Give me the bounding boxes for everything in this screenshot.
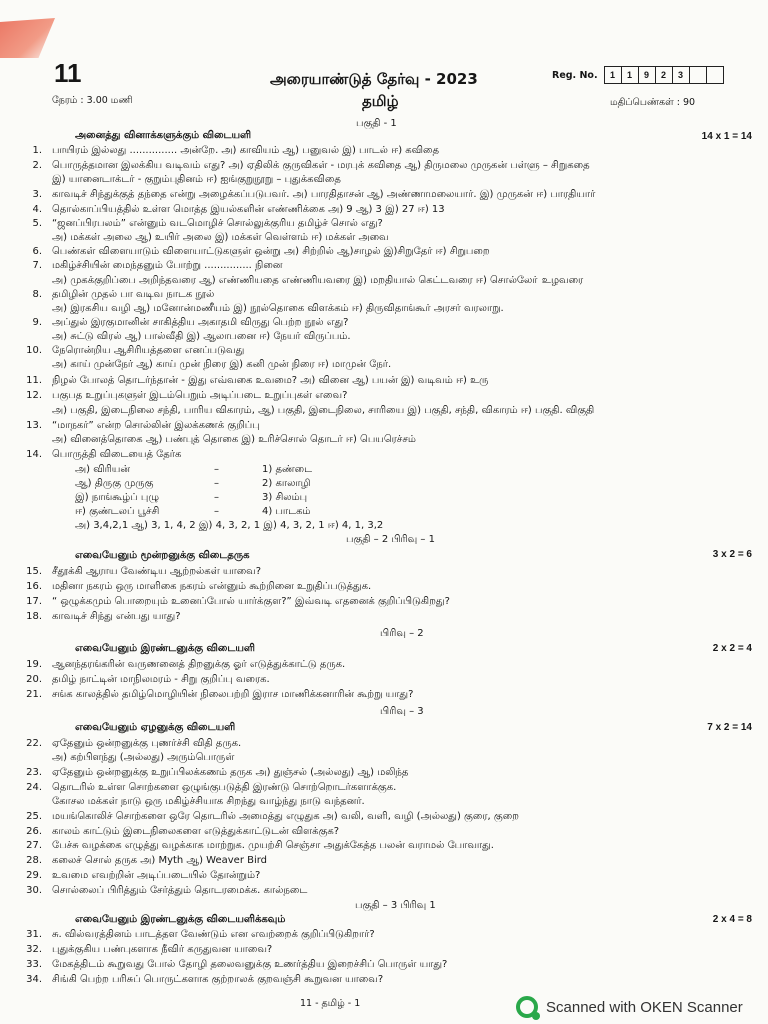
- reg-digit: [707, 67, 723, 83]
- question-text: பேச்சு வழக்கை எழுத்து வழக்காக மாற்றுக. முயற்சி செஞ்சா அதுக்கேத்த பலன் வராமல் போவாது.: [52, 840, 494, 851]
- question-number: 10.: [26, 345, 42, 356]
- question-number: 24.: [26, 782, 42, 793]
- exam-time: நேரம் : 3.00 மணி: [52, 95, 133, 106]
- reg-digit: 9: [639, 67, 656, 83]
- page-footer: 11 - தமிழ் - 1: [300, 998, 361, 1009]
- scanner-watermark: [516, 996, 743, 1018]
- match-right: 2) காலாழி: [262, 478, 311, 489]
- question-text: அ) காய் முன்நேர் ஆ) காய் முன் நிரை இ) கனி முன் நிரை ஈ) மாமுன் நேர்.: [52, 359, 392, 370]
- section-instruction: எவையேனும் ஏழனுக்கு விடையளி: [75, 722, 236, 733]
- question-number: 33.: [26, 959, 42, 970]
- question-text: சிங்கி பெற்ற பரிசுப் பொருட்களாக குற்றாலக் குறவஞ்சி கூறுவன யாவை?: [52, 974, 384, 985]
- question-text: மயங்கொலிச் சொற்களை ஒரே தொடரில் அமைத்து எழுதுக அ) வலி, வளி, வழி (அல்லது) குரை, குறை: [52, 811, 519, 822]
- match-left: ஈ) குண்டலப் பூச்சி: [75, 506, 160, 517]
- question-number: 32.: [26, 944, 42, 955]
- question-text: சங்க காலத்தில் தமிழ்மொழியின் நிலைபற்றி இராச மாணிக்கனாரின் கூற்று யாது?: [52, 689, 414, 700]
- reg-label: Reg. No.: [552, 69, 598, 81]
- scanner-label: Scanned with OKEN Scanner: [546, 998, 743, 1016]
- question-text: மதினா நகரம் ஒரு மாளிகை நகரம் என்னும் கூற்றினை உறுதிப்படுத்துக.: [52, 581, 372, 592]
- question-text: தொடரில் உள்ள சொற்களை ஒழுங்குபடுத்தி இரண்டு சொற்றொடர்களாக்குக.: [52, 782, 397, 793]
- reg-digit: 1: [622, 67, 639, 83]
- question-number: 29.: [26, 870, 42, 881]
- question-number: 17.: [26, 596, 42, 607]
- part-heading: பகுதி – 2 பிரிவு – 1: [346, 534, 435, 545]
- question-text: “மாநகர்” என்ற சொல்லின் இலக்கணக் குறிப்பு: [52, 420, 260, 431]
- section-marks: 2 x 2 = 4: [712, 643, 752, 654]
- section-instruction: எவையேனும் இரண்டனுக்கு விடையளி: [75, 643, 255, 654]
- question-number: 26.: [26, 826, 42, 837]
- question-number: 20.: [26, 674, 42, 685]
- section-instruction: அனைத்து வினாக்களுக்கும் விடையளி: [75, 130, 252, 141]
- question-text: தொல்காப்பியத்தில் உள்ள மொத்த இயல்களின் எண்ணிக்கை அ) 9 ஆ) 3 இ) 27 ஈ) 13: [52, 204, 445, 215]
- question-text: சு. வில்வரத்தினம் பாடத்தள வேண்டும் என எவற்றைக் குறிப்பிடுகிறார்?: [52, 929, 375, 940]
- match-right: 3) சிலம்பு: [262, 492, 308, 503]
- question-number: 25.: [26, 811, 42, 822]
- part-heading: பகுதி – 3 பிரிவு 1: [355, 900, 436, 911]
- question-number: 18.: [26, 611, 42, 622]
- question-number: 6.: [32, 246, 42, 257]
- question-number: 12.: [26, 390, 42, 401]
- question-text: காவடிச் சிந்துக்குத் தந்தை என்று அழைக்கப்படுபவர். அ) பாரதிதாசன் ஆ) அண்ணாமலையார். இ) முருகன் ஈ) பாரதியார்: [52, 189, 596, 200]
- question-text: உவமை எவற்றின் அடிப்படையில் தோன்றும்?: [52, 870, 261, 881]
- question-text: “ ஒழுக்கமும் பொறையும் உனைப்போல் யார்க்குள?” இவ்வடி எதனைக் குறிப்பிடுகிறது?: [52, 596, 450, 607]
- question-text: மகிழ்ச்சியின் மைந்தனும் போற்று ............... நினை: [52, 260, 283, 271]
- question-text: இ) யானைடாக்டர் - குறும்புதினம் ஈ) ஐங்குறுநூறு – புதுக்கவிதை: [52, 174, 341, 185]
- match-left: அ) விரியன்: [75, 464, 131, 475]
- question-text: “ஜனப்பிரபலம்” என்னும் வடமொழிச் சொல்லுக்குரிய தமிழ்ச் சொல் எது?: [52, 218, 383, 229]
- question-text: மேகத்திடம் கூறுவது போல் தோழி தலைவனுக்கு உணர்த்திய இறைச்சிப் பொருள் யாது?: [52, 959, 448, 970]
- question-number: 16.: [26, 581, 42, 592]
- division-heading: பிரிவு – 3: [380, 706, 424, 717]
- question-number: 4.: [32, 204, 42, 215]
- exam-subject: தமிழ்: [362, 92, 399, 110]
- question-text: அ) முகக்குறிப்பை அறிந்தவரை ஆ) எண்ணியதை எண்ணியவரை இ) மறதியால் கெட்டவரை ஈ) சொல்லோ் உழவரை: [52, 275, 584, 286]
- reg-digit-boxes: [604, 66, 724, 84]
- match-dash: –: [214, 478, 219, 489]
- question-number: 13.: [26, 420, 42, 431]
- match-right: 4) பாடகம்: [262, 506, 311, 517]
- question-text: பெண்கள் விளையாடும் விளையாட்டுகளுள் ஒன்று அ) சிற்றில் ஆ)சாழல் இ)சிறுதேர் ஈ) சிறுபறை: [52, 246, 490, 257]
- question-text: கலைச் சொல் தருக அ) Myth ஆ) Weaver Bird: [52, 855, 268, 866]
- exam-title: அரையாண்டுத் தேர்வு - 2023: [270, 70, 478, 88]
- question-text: அப்துல் இரகுமானின் சாகித்திய அகாதமி விருது பெற்ற நூல் எது?: [52, 317, 349, 328]
- question-text: ஆனந்தரங்கரின் வருணனைத் திறனுக்கு ஓர் எடுத்துக்காட்டு தருக.: [52, 659, 346, 670]
- question-text: பொருத்தமான இலக்கிய வடிவம் எது? அ) ஏதிலிக் குருவிகள் - மரபுக் கவிதை ஆ) திருமலை முருகன் பள்ளு – சிறுகதை: [52, 160, 590, 171]
- question-text: பாயிரம் இல்லது ............... அன்றே. அ) காவியம் ஆ) பனுவல் இ) பாடல் ஈ) கவிதை: [52, 145, 440, 156]
- reg-digit: [690, 67, 707, 83]
- question-text: காலம் காட்டும் இடைநிலைகளை எடுத்துக்காட்டுடன் விளக்குக?: [52, 826, 340, 837]
- question-text: நிழல் போலத் தொடர்ந்தான் - இது எவ்வகை உவமை? அ) வினை ஆ) பயன் இ) வடிவம் ஈ) உரு: [52, 375, 489, 386]
- question-number: 28.: [26, 855, 42, 866]
- question-number: 3.: [32, 189, 42, 200]
- question-number: 34.: [26, 974, 42, 985]
- question-text: காவடிச் சிந்து என்பது யாது?: [52, 611, 181, 622]
- question-text: சொல்லைப் பிரித்தும் சேர்த்தும் தொடரமைக்க. கால்நடை: [52, 885, 308, 896]
- question-text: நேரொன்றிய ஆசிரியத்தளை எனப்படுவது: [52, 345, 245, 356]
- question-text: அ) சுட்டு விரல் ஆ) பால்வீதி இ) ஆலாபனை ஈ) நேயர் விருப்பம்.: [52, 331, 351, 342]
- question-text: சீதூக்கி ஆராய வேண்டிய ஆற்றல்கள் யாவை?: [52, 566, 262, 577]
- question-text: அ) இரகசிய வழி ஆ) மனோன்மணீயம் இ) நூல்தொகை விளக்கம் ஈ) திருவிதாங்கூர் அரசர் வரலாறு.: [52, 303, 504, 314]
- division-heading: பிரிவு – 2: [380, 628, 424, 639]
- question-number: 22.: [26, 738, 42, 749]
- question-number: 15.: [26, 566, 42, 577]
- question-text: புதுக்குகிய பண்புகளாக நீவிர் கருதுவன யாவை?: [52, 944, 273, 955]
- match-right: 1) தண்டை: [262, 464, 313, 475]
- section-instruction: எவையேனும் மூன்றனுக்கு விடைதருக: [75, 550, 250, 561]
- question-text: அ) பகுதி, இடைநிலை சந்தி, பாரிய விகாரம், ஆ) பகுதி, இடைநிலை, சாரியை இ) பகுதி, சந்தி, விகாரம் ஈ) பகுதி. விகுதி: [52, 405, 595, 416]
- section-marks: 14 x 1 = 14: [701, 131, 752, 142]
- section-instruction: எவையேனும் இரண்டனுக்கு விடையளிக்கவும்: [75, 914, 286, 925]
- question-text: அ) வினைத்தொகை ஆ) பண்புத் தொகை இ) உரிச்சொல் தொடர் ஈ) பெயரெச்சம்: [52, 434, 416, 445]
- match-options: அ) 3,4,2,1 ஆ) 3, 1, 4, 2 இ) 4, 3, 2, 1 இ) 4, 3, 2, 1 ஈ) 4, 1, 3,2: [75, 520, 384, 531]
- scanner-logo-icon: [516, 996, 538, 1018]
- question-text: ஏதேனும் ஒன்றனுக்கு புணர்ச்சி விதி தருக.: [52, 738, 242, 749]
- question-number: 11.: [26, 375, 42, 386]
- question-number: 9.: [32, 317, 42, 328]
- question-text: அ) மக்கள் அலை ஆ) உயிர் அலை இ) மக்கள் வெள்ளம் ஈ) மக்கள் அவை: [52, 232, 389, 243]
- match-dash: –: [214, 492, 219, 503]
- question-text: தமிழின் முதல் பா வடிவ நாடக நூல்: [52, 289, 215, 300]
- question-number: 21.: [26, 689, 42, 700]
- section-marks: 2 x 4 = 8: [712, 914, 752, 925]
- question-number: 2.: [32, 160, 42, 171]
- question-number: 14.: [26, 449, 42, 460]
- question-text: பகுபத உறுப்புகளுள் இடம்பெறும் அடிப்படை உறுப்புகள் எவை?: [52, 390, 348, 401]
- question-number: 27.: [26, 840, 42, 851]
- question-number: 8.: [32, 289, 42, 300]
- question-number: 31.: [26, 929, 42, 940]
- reg-digit: 2: [656, 67, 673, 83]
- reg-digit: 3: [673, 67, 690, 83]
- question-text: அ) கற்பிளந்து (அல்லது) அரும்பொருள்: [52, 752, 235, 763]
- red-paper-corner: [0, 18, 55, 58]
- question-number: 30.: [26, 885, 42, 896]
- question-number: 19.: [26, 659, 42, 670]
- match-dash: –: [214, 506, 219, 517]
- register-number: [552, 66, 724, 84]
- match-left: ஆ) திருகு முருகு: [75, 478, 154, 489]
- section-marks: 7 x 2 = 14: [707, 722, 752, 733]
- question-text: ஏதேனும் ஒன்றனுக்கு உறுப்பிலக்கணம் தருக அ) துஞ்சல் (அல்லது) ஆ) மலிந்த: [52, 767, 409, 778]
- question-number: 1.: [32, 145, 42, 156]
- question-text: கோசல மக்கள் நாடு ஒரு மகிழ்ச்சியாக சிறந்து வாழ்ந்து நாடு வந்தனர்.: [52, 796, 365, 807]
- question-number: 23.: [26, 767, 42, 778]
- reg-digit: 1: [605, 67, 622, 83]
- question-text: தமிழ் நாட்டின் மாநிலமரம் - சிறு குறிப்பு வரைக.: [52, 674, 270, 685]
- max-marks: மதிப்பெண்கள் : 90: [610, 97, 696, 108]
- question-number: 5.: [32, 218, 42, 229]
- match-dash: –: [214, 464, 219, 475]
- question-number: 7.: [32, 260, 42, 271]
- question-text: பொருத்தி விடையைத் தேர்க: [52, 449, 182, 460]
- section-marks: 3 x 2 = 6: [712, 549, 752, 560]
- part-heading: பகுதி - 1: [356, 118, 397, 129]
- grade-label: 11: [54, 58, 82, 88]
- match-left: இ) நாங்கூழ்ப் புழு: [75, 492, 160, 503]
